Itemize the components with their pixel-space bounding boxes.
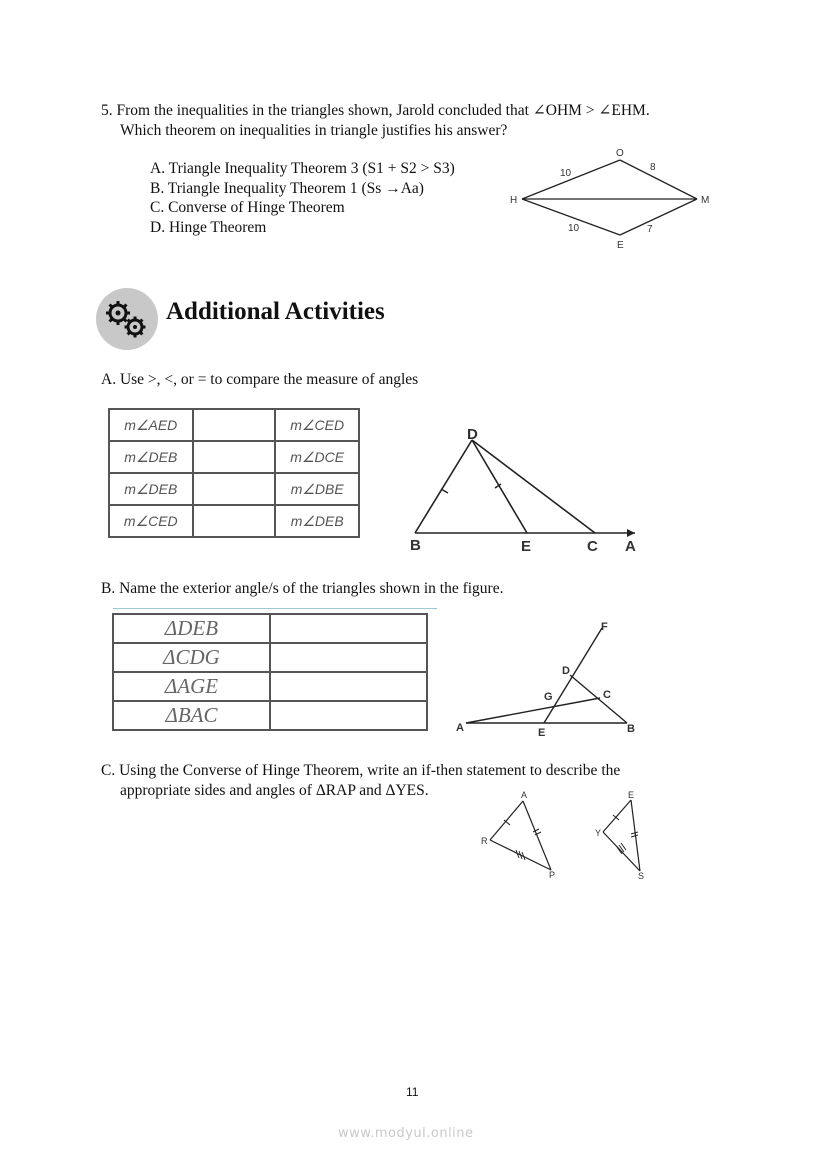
question-5-line-2: Which theorem on inequalities in triangle justifies his answer? — [120, 122, 508, 139]
answer-cell[interactable] — [193, 505, 276, 537]
table-row — [109, 409, 359, 441]
side-HE: 10 — [568, 223, 580, 234]
label-O: O — [616, 148, 624, 159]
label-E: E — [538, 727, 546, 739]
answer-cell[interactable] — [270, 701, 427, 730]
page-number: 11 — [406, 1085, 419, 1099]
answer-cell[interactable] — [270, 614, 427, 643]
divider — [113, 608, 437, 609]
triangle-dbc-figure — [405, 420, 645, 560]
label-D: D — [467, 426, 478, 443]
label-B: B — [410, 537, 421, 554]
choice-c: C. Converse of Hinge Theorem — [150, 199, 345, 216]
label-A: A — [521, 790, 528, 800]
label-C: C — [603, 689, 611, 701]
label-D: D — [562, 665, 570, 677]
watermark: www.modyul.online — [338, 1126, 474, 1141]
label-Y: Y — [595, 828, 602, 838]
answer-cell[interactable] — [193, 441, 276, 473]
answer-cell[interactable] — [270, 643, 427, 672]
side-EM: 7 — [647, 224, 653, 235]
question-5-choices — [150, 159, 455, 237]
angle-right: m∠DEB — [275, 505, 359, 537]
choice-b: B. Triangle Inequality Theorem 1 (Ss →Aa) — [150, 179, 424, 197]
answer-cell[interactable] — [193, 473, 276, 505]
side-HO: 10 — [560, 168, 572, 179]
table-row — [109, 441, 359, 473]
label-F: F — [601, 621, 608, 633]
label-M: M — [701, 195, 710, 206]
angle-left: m∠AED — [109, 409, 193, 441]
label-A: A — [456, 722, 464, 734]
angle-left: m∠DEB — [109, 441, 193, 473]
part-c-line-1: C. Using the Converse of Hinge Theorem, write an if-then statement to describe the — [101, 762, 621, 779]
kite-figure — [505, 143, 720, 253]
label-P: P — [549, 870, 556, 880]
label-C: C — [587, 538, 598, 555]
angle-right: m∠DBE — [275, 473, 359, 505]
exterior-angle-figure — [452, 618, 647, 743]
gears-icon — [96, 288, 158, 350]
angle-right: m∠CED — [275, 409, 359, 441]
triangle-name: ΔBAC — [113, 701, 270, 730]
section-title: Additional Activities — [166, 298, 385, 325]
table-row — [109, 473, 359, 505]
label-B: B — [627, 723, 635, 735]
choice-a: A. Triangle Inequality Theorem 3 (S1 + S2 > S3) — [150, 160, 455, 177]
label-R: R — [481, 836, 488, 846]
side-OM: 8 — [650, 162, 656, 173]
triangle-name: ΔAGE — [113, 672, 270, 701]
part-b-table — [112, 613, 428, 731]
answer-cell[interactable] — [193, 409, 276, 441]
label-E: E — [521, 538, 532, 555]
angle-left: m∠CED — [109, 505, 193, 537]
label-S: S — [638, 871, 645, 881]
label-H: H — [510, 195, 518, 206]
label-E: E — [628, 790, 635, 800]
table-row — [113, 672, 427, 701]
table-row — [113, 701, 427, 730]
triangle-name: ΔCDG — [113, 643, 270, 672]
label-A: A — [625, 538, 636, 555]
part-b-instruction: B. Name the exterior angle/s of the triangles shown in the figure. — [101, 580, 504, 597]
part-a-table — [108, 408, 360, 538]
table-row — [113, 643, 427, 672]
triangles-rap-yes-figure — [475, 788, 665, 883]
answer-cell[interactable] — [270, 672, 427, 701]
part-c-line-2: appropriate sides and angles of ΔRAP and ΔYES. — [120, 782, 429, 799]
label-G: G — [544, 691, 553, 703]
angle-left: m∠DEB — [109, 473, 193, 505]
section-icon-circle — [96, 288, 158, 350]
choice-d: D. Hinge Theorem — [150, 218, 267, 236]
triangle-name: ΔDEB — [113, 614, 270, 643]
table-row — [109, 505, 359, 537]
question-5-line-1: 5. From the inequalities in the triangles shown, Jarold concluded that ∠OHM > ∠EHM. — [101, 102, 650, 119]
angle-right: m∠DCE — [275, 441, 359, 473]
table-row — [113, 614, 427, 643]
label-E: E — [617, 240, 624, 251]
part-a-instruction: A. Use >, <, or = to compare the measure of angles — [101, 371, 419, 388]
